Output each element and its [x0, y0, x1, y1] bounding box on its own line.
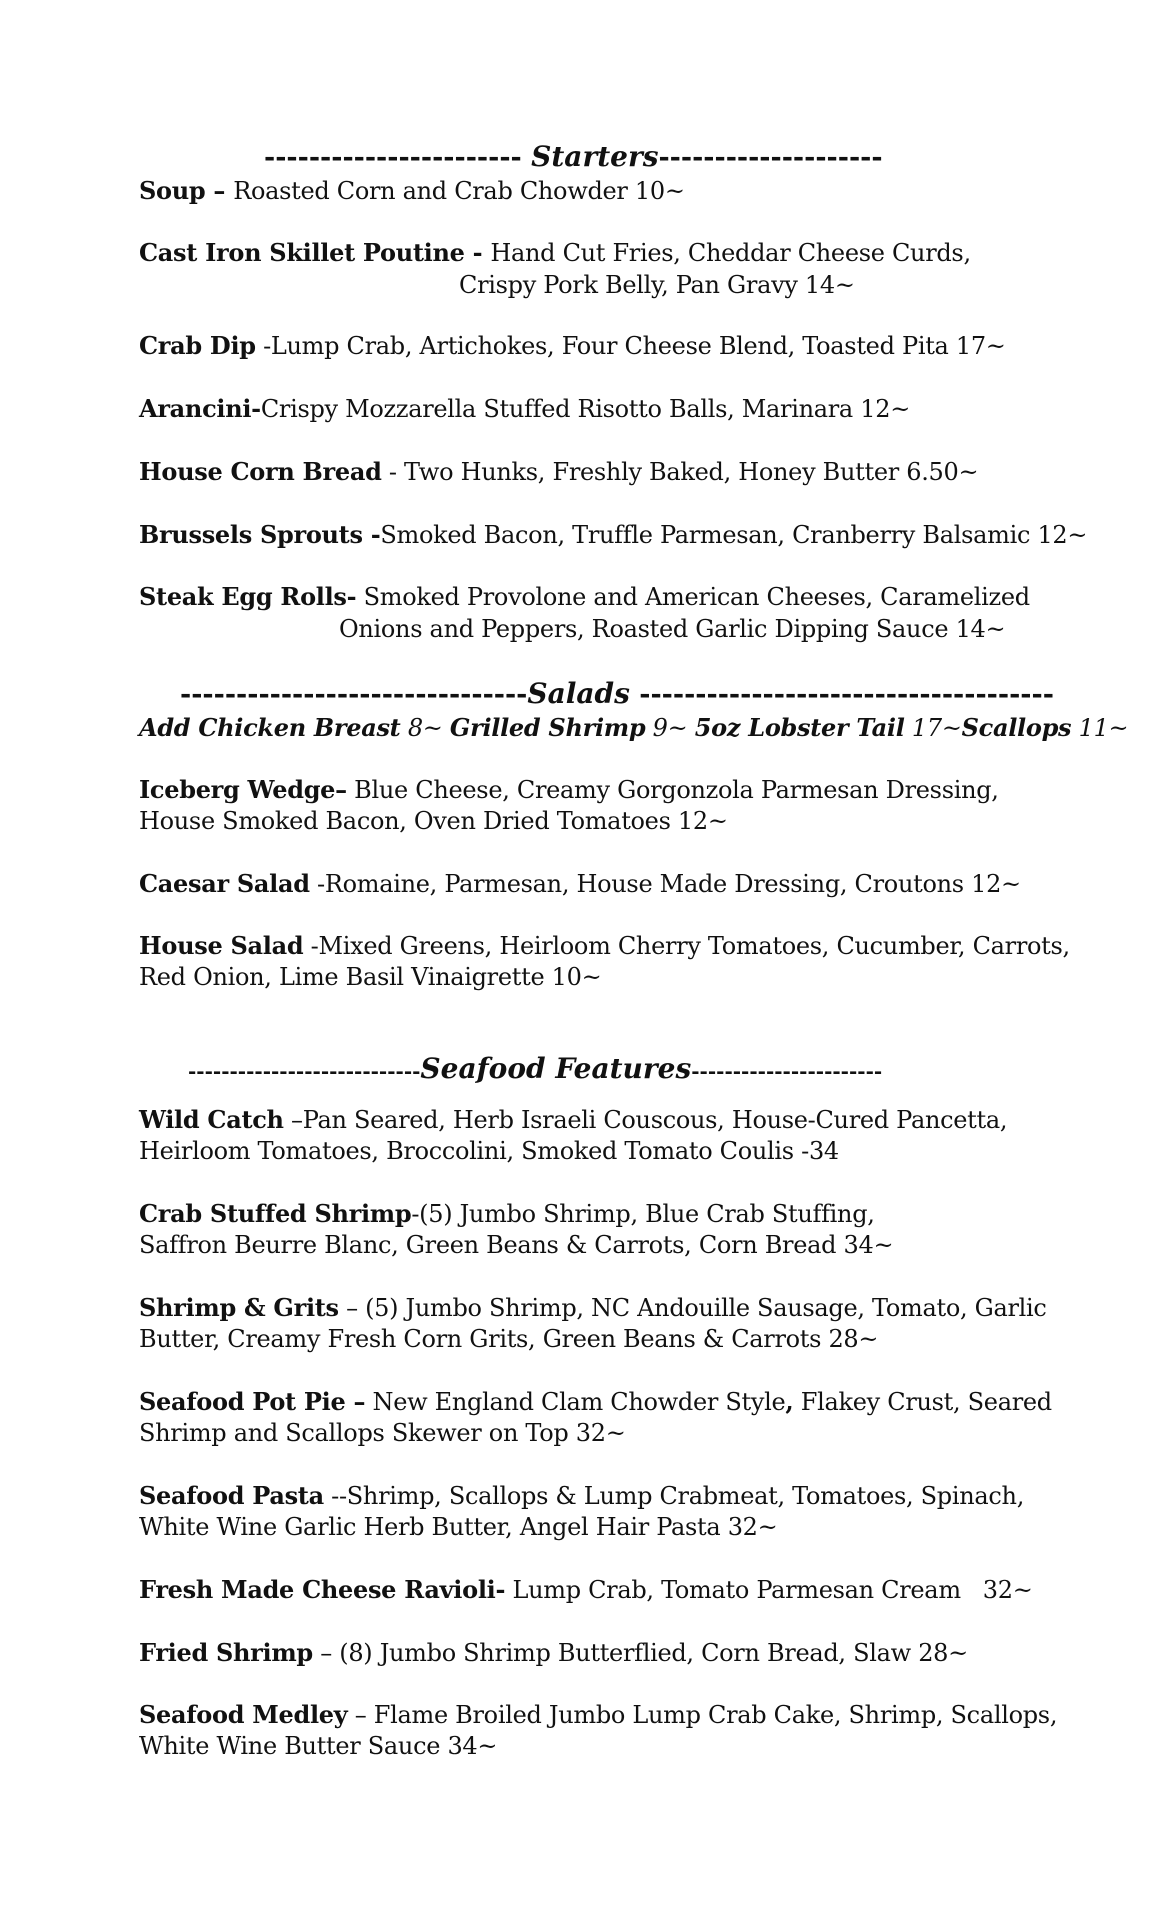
addon-name: Scallops — [961, 713, 1072, 742]
menu-item-soup — [139, 176, 685, 206]
item-name: Crab Dip — [139, 331, 256, 360]
item-name: Cast Iron Skillet Poutine - — [139, 238, 491, 267]
item-description: Lump Crab, Tomato Parmesan Cream 32~ — [505, 1576, 1033, 1604]
addon-name: Grilled Shrimp — [449, 713, 646, 742]
item-description: White Wine Garlic Herb Butter, Angel Hair Pasta 32~ — [139, 1513, 778, 1541]
item-name: Crab Stuffed Shrimp — [139, 1199, 412, 1228]
item-name: House Salad — [139, 931, 304, 960]
item-description: -Lump Crab, Artichokes, Four Cheese Blend, Toasted Pita 17~ — [255, 332, 1006, 360]
menu-item-house-salad-continued — [139, 962, 601, 992]
menu-item-steak-egg-rolls — [139, 582, 1030, 612]
item-name: Seafood Pot Pie – — [139, 1387, 366, 1416]
menu-item-poutine-continued — [459, 270, 855, 300]
menu-item-seafood-pot-pie-continued — [139, 1418, 626, 1448]
heading-dashes-right: ------------------------------------- — [629, 679, 1054, 710]
heading-dashes-right: -------------------- — [658, 142, 883, 173]
addon-price: 17~ — [904, 714, 962, 742]
menu-item-crab-dip — [139, 331, 1006, 361]
heading-title: Salads — [527, 677, 630, 710]
menu-item-crab-stuffed-shrimp-continued — [139, 1230, 893, 1260]
item-description: Blue Cheese, Creamy Gorgonzola Parmesan Dressing, — [346, 776, 999, 804]
item-description: Hand Cut Fries, Cheddar Cheese Curds, — [490, 239, 971, 267]
heading-dashes-left: ------------------------------- — [180, 679, 528, 710]
menu-item-poutine — [139, 238, 971, 268]
item-description: Shrimp and Scallops Skewer on Top 32~ — [139, 1419, 626, 1447]
menu-item-house-corn-bread — [139, 457, 978, 487]
addon-price: 11~ — [1071, 714, 1129, 742]
addon-price: 8~ — [400, 714, 450, 742]
menu-item-house-salad — [139, 931, 1070, 961]
item-description: Roasted Corn and Crab Chowder 10~ — [233, 177, 685, 205]
item-description: New England Clam Chowder Style — [365, 1388, 786, 1416]
item-name: Caesar Salad — [139, 869, 310, 898]
item-description: – Flame Broiled Jumbo Lump Crab Cake, Shrimp, Scallops, — [347, 1701, 1058, 1729]
item-name: Steak Egg Rolls- — [139, 582, 357, 611]
starters-heading — [264, 141, 883, 174]
item-name: Fried Shrimp — [139, 1638, 313, 1667]
item-name: Wild Catch — [139, 1105, 284, 1134]
heading-dashes-left: ----------------------- — [264, 142, 532, 173]
item-name: Seafood Pasta — [139, 1481, 324, 1510]
menu-item-arancini — [139, 394, 910, 424]
item-description: House Smoked Bacon, Oven Dried Tomatoes 12~ — [139, 807, 728, 835]
item-name: Shrimp & Grits — [139, 1293, 339, 1322]
menu-item-iceberg-wedge — [139, 775, 999, 805]
item-description: Flakey Crust, Seared — [793, 1388, 1052, 1416]
item-description: Crispy Pork Belly, Pan Gravy 14~ — [459, 271, 855, 299]
item-description: Smoked Bacon, Truffle Parmesan, Cranberry Balsamic 12~ — [380, 521, 1088, 549]
item-name: Fresh Made Cheese Ravioli- — [139, 1575, 506, 1604]
menu-item-wild-catch — [139, 1105, 1007, 1135]
item-description: –Pan Seared, Herb Israeli Couscous, House-Cured Pancetta, — [283, 1106, 1008, 1134]
addon-price: 9~ — [645, 714, 695, 742]
item-description: Smoked Provolone and American Cheeses, Caramelized — [356, 583, 1030, 611]
item-description: Saffron Beurre Blanc, Green Beans & Carrots, Corn Bread 34~ — [139, 1231, 894, 1259]
item-name: Arancini- — [139, 394, 261, 423]
item-description: Crispy Mozzarella Stuffed Risotto Balls, Marinara 12~ — [260, 395, 911, 423]
item-description: -Mixed Greens, Heirloom Cherry Tomatoes, Cucumber, Carrots, — [303, 932, 1070, 960]
item-name: House Corn Bread — [139, 457, 382, 486]
heading-title: Starters — [531, 140, 659, 173]
menu-item-iceberg-wedge-continued — [139, 806, 728, 836]
heading-title: Seafood Features — [420, 1052, 692, 1085]
menu-item-fried-shrimp — [139, 1638, 968, 1668]
item-description-comma: , — [785, 1387, 794, 1416]
menu-item-steak-egg-rolls-continued — [339, 614, 1005, 644]
menu-item-brussels-sprouts — [139, 520, 1087, 550]
item-name: Soup – — [139, 176, 234, 205]
addon-name: Add Chicken Breast — [139, 713, 401, 742]
addon-name: 5oz Lobster Tail — [694, 713, 905, 742]
seafood-heading — [188, 1053, 882, 1087]
item-description: --Shrimp, Scallops & Lump Crabmeat, Tomatoes, Spinach, — [323, 1482, 1025, 1510]
item-description: -Romaine, Parmesan, House Made Dressing, Croutons 12~ — [309, 870, 1021, 898]
salads-heading — [180, 678, 1054, 711]
salad-addons — [139, 713, 1128, 743]
item-name: Seafood Medley — [139, 1700, 348, 1729]
item-name: Iceberg Wedge– — [139, 775, 347, 804]
menu-item-shrimp-and-grits-continued — [139, 1324, 878, 1354]
item-description: - Two Hunks, Freshly Baked, Honey Butter 6.50~ — [381, 458, 979, 486]
menu-item-seafood-medley-continued — [139, 1731, 497, 1761]
heading-dashes-left: ---------------------------- — [188, 1059, 421, 1083]
menu-item-seafood-pasta-continued — [139, 1512, 777, 1542]
menu-item-caesar-salad — [139, 869, 1021, 899]
item-description: White Wine Butter Sauce 34~ — [139, 1732, 498, 1760]
item-description: – (5) Jumbo Shrimp, NC Andouille Sausage, Tomato, Garlic — [338, 1294, 1047, 1322]
heading-dashes-right: ----------------------- — [691, 1059, 883, 1083]
item-description: Butter, Creamy Fresh Corn Grits, Green Beans & Carrots 28~ — [139, 1325, 879, 1353]
menu-item-seafood-pasta — [139, 1481, 1024, 1511]
item-description: Heirloom Tomatoes, Broccolini, Smoked Tomato Coulis -34 — [139, 1137, 839, 1165]
item-description: – (8) Jumbo Shrimp Butterflied, Corn Bread, Slaw 28~ — [312, 1639, 968, 1667]
menu-item-shrimp-and-grits — [139, 1293, 1047, 1323]
menu-item-cheese-ravioli — [139, 1575, 1033, 1605]
menu-item-seafood-pot-pie — [139, 1387, 1052, 1417]
item-name: Brussels Sprouts - — [139, 520, 381, 549]
item-description: Onions and Peppers, Roasted Garlic Dipping Sauce 14~ — [339, 615, 1006, 643]
item-description: Red Onion, Lime Basil Vinaigrette 10~ — [139, 963, 602, 991]
menu-item-crab-stuffed-shrimp — [139, 1199, 875, 1229]
menu-item-seafood-medley — [139, 1700, 1057, 1730]
menu-item-wild-catch-continued — [139, 1136, 839, 1166]
item-description: -(5) Jumbo Shrimp, Blue Crab Stuffing, — [411, 1200, 875, 1228]
